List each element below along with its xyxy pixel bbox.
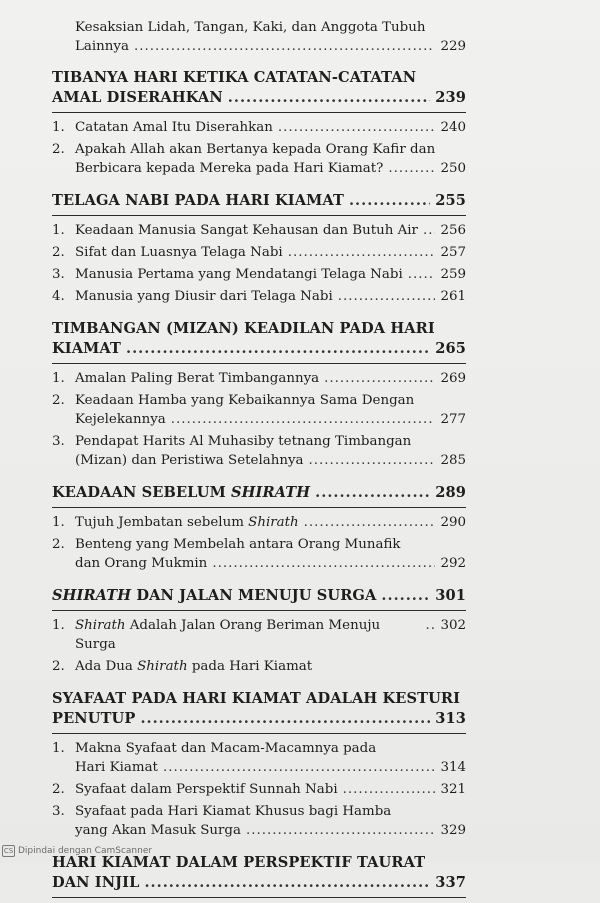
chapter-title-text: AMAL DISERAHKAN [52,89,223,106]
page-number: 250 [440,161,466,176]
chapter-title-text: DAN JALAN MENUJU SURGA [131,587,377,604]
entry-number: 3. [52,434,65,449]
dot-leader [278,118,436,137]
toc-chapter [52,586,466,676]
entry-title-text: Pendapat Harits Al Muhasiby tetnang Timbangan [75,434,412,449]
chapter-title-text: HARI KIAMAT DALAM PERSPEKTIF TAURAT [52,854,426,871]
toc-entry [52,739,466,777]
entry-title-text: Berbicara kepada Mereka pada Hari Kiamat? [75,161,384,176]
toc-entry [52,265,466,284]
entry-number: 2. [52,393,65,408]
dot-leader [134,37,435,56]
entry-title-line: Kesaksian Lidah, Tangan, Kaki, dan Anggota Tubuh [75,20,426,35]
page-number: 259 [440,267,466,282]
entry-title-text: Syafaat dalam Perspektif Sunnah Nabi [75,782,338,797]
entry-number: 1. [52,741,65,756]
toc-chapter [52,319,466,470]
chapter-title-text: TELAGA NABI PADA HARI KIAMAT [52,192,344,209]
chapter-title [52,68,466,108]
chapter-divider [52,363,466,364]
page-number: 321 [440,782,466,797]
toc-entry [52,535,466,573]
entry-number: 2. [52,537,65,552]
watermark-text: Dipindai dengan CamScanner [18,846,153,856]
entry-number: 4. [52,289,65,304]
chapter-title-text: SYAFAAT PADA HARI KIAMAT ADALAH KESTURI [52,690,461,707]
page-number: 313 [435,710,466,727]
dot-leader [338,287,436,306]
entry-number: 3. [52,267,65,282]
chapter-title-text: TIBANYA HARI KETIKA CATATAN-CATATAN [52,69,417,86]
entry-title-text: Catatan Amal Itu Diserahkan [75,120,273,135]
page-number: 292 [440,556,466,571]
entry-title-text: Apakah Allah akan Bertanya kepada Orang Kafir dan [75,142,436,157]
dot-leader [163,758,436,777]
dot-leader [212,554,435,573]
chapter-divider [52,112,466,113]
page-number: 265 [435,340,466,357]
dot-leader [171,410,436,429]
chapter-title [52,191,466,211]
entry-title-text: Tujuh Jembatan sebelum [75,515,249,530]
page-number: 239 [435,89,466,106]
chapter-divider [52,507,466,508]
entry-title-text: Syafaat pada Hari Kiamat Khusus bagi Hamba [75,804,392,819]
dot-leader [343,780,436,799]
table-of-contents [52,18,466,903]
page-number: 277 [440,412,466,427]
entry-title-text: Keadaan Hamba yang Kebaikannya Sama Dengan [75,393,415,408]
toc-chapter [52,853,466,898]
chapter-title [52,319,466,359]
toc-entry [52,287,466,306]
entry-title-text: Manusia yang Diusir dari Telaga Nabi [75,289,333,304]
chapter-title-text: TIMBANGAN (MIZAN) KEADILAN PADA HARI [52,320,435,337]
page-number: 314 [440,760,466,775]
chapter-title-italic-text: SHIRATH [52,587,132,604]
page-number: 285 [440,453,466,468]
chapter-title-text: KIAMAT [52,340,121,357]
dot-leader [425,616,435,635]
entry-number: 1. [52,618,65,633]
chapter-title-text: KEADAAN SEBELUM [52,484,231,501]
entry-title-text: Adalah Jalan Orang Beriman Menuju Surga [75,618,381,652]
page-number: 255 [435,192,466,209]
entry-title-text: dan Orang Mukmin [75,556,208,571]
chapter-divider [52,215,466,216]
page-number: 302 [440,618,466,633]
entry-number: 2. [52,782,65,797]
entry-number: 1. [52,515,65,530]
chapter-title-text: DAN INJIL [52,874,140,891]
entry-number: 1. [52,120,65,135]
dot-leader [349,191,430,211]
dot-leader [423,221,435,240]
page-number: 337 [435,874,466,891]
dot-leader [304,513,436,532]
entry-title-text: (Mizan) dan Peristiwa Setelahnya [75,453,304,468]
entry-title-text: pada Hari Kiamat [187,659,313,674]
entry-title-text: Hari Kiamat [75,760,158,775]
entry-title-italic-text: Shirath [75,618,126,633]
entry-title-text: Manusia Pertama yang Mendatangi Telaga Nabi [75,267,403,282]
entry-title-text: Kejelekannya [75,412,166,427]
toc-chapter [52,689,466,840]
entry-number: 2. [52,659,65,674]
toc-entry [52,140,466,178]
camscanner-icon: CS [3,847,14,855]
toc-entry [52,369,466,388]
entry-title-line: Lainnya [75,39,129,54]
dot-leader [324,369,435,388]
toc-entry [52,243,466,262]
entry-title-text: Benteng yang Membelah antara Orang Munafik [75,537,401,552]
page-number: 240 [440,120,466,135]
toc-entry [52,802,466,840]
dot-leader [309,451,436,470]
toc-entry [52,118,466,137]
page-number: 290 [440,515,466,530]
chapter-title [52,586,466,606]
toc-chapter [52,68,466,178]
dot-leader [408,265,436,284]
toc-entry [52,780,466,799]
toc-entry [52,18,466,56]
dot-leader [140,709,430,729]
toc-chapter [52,483,466,573]
page-number: 257 [440,245,466,260]
chapter-divider [52,897,466,898]
entry-title-italic-text: Shirath [248,515,299,530]
page-number: 256 [440,223,466,238]
toc-entry [52,391,466,429]
entry-title-text: yang Akan Masuk Surga [75,823,241,838]
toc-entry [52,657,466,676]
page-number: 289 [435,484,466,501]
dot-leader [246,821,435,840]
dot-leader [126,339,430,359]
entry-title-text: Amalan Paling Berat Timbangannya [75,371,320,386]
chapter-title-text: PENUTUP [52,710,136,727]
entry-title-text: Keadaan Manusia Sangat Kehausan dan Butuh Air [75,223,418,238]
entry-number: 2. [52,142,65,157]
toc-entry [52,432,466,470]
dot-leader [228,88,430,108]
chapter-divider [52,610,466,611]
dot-leader [144,873,430,893]
entry-number: 1. [52,223,65,238]
chapter-title [52,483,466,503]
page-number: 229 [440,39,466,54]
chapter-title [52,853,466,893]
scanner-watermark [2,845,152,857]
entry-title-italic-text: Shirath [137,659,188,674]
page-number: 269 [440,371,466,386]
entry-title-text: Sifat dan Luasnya Telaga Nabi [75,245,283,260]
entry-number: 2. [52,245,65,260]
chapter-title-italic-text: SHIRATH [231,484,311,501]
toc-entry [52,513,466,532]
toc-entry [52,616,466,654]
chapter-divider [52,733,466,734]
page-number: 301 [435,587,466,604]
dot-leader [288,243,436,262]
toc-entry [52,221,466,240]
dot-leader [381,586,430,606]
dot-leader [315,483,430,503]
entry-title-text: Ada Dua [75,659,138,674]
entry-title-text: Makna Syafaat dan Macam-Macamnya pada [75,741,377,756]
chapter-title [52,689,466,729]
entry-number: 3. [52,804,65,819]
toc-chapter [52,191,466,306]
entry-number: 1. [52,371,65,386]
dot-leader [388,159,435,178]
page-number: 261 [440,289,466,304]
page-number: 329 [440,823,466,838]
